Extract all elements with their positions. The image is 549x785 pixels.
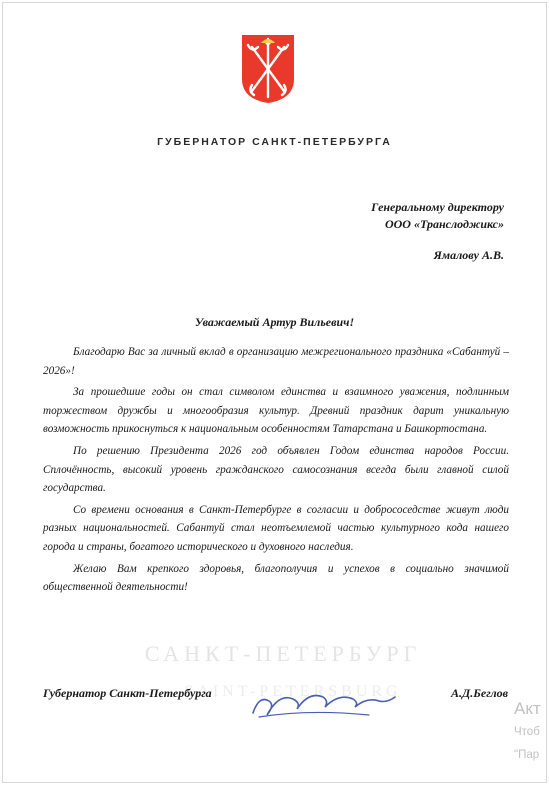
handwritten-signature	[249, 675, 399, 725]
header-title: ГУБЕРНАТОР САНКТ-ПЕТЕРБУРГА	[157, 136, 392, 148]
coat-of-arms-icon	[240, 33, 296, 105]
signature-title: Губернатор Санкт-Петербурга	[43, 686, 212, 700]
paragraph: Желаю Вам крепкого здоровья, благополучия и успехов в социально значимой общественной деятельности!	[43, 562, 509, 594]
windows-activation-overlay	[514, 698, 549, 764]
letter-body	[43, 343, 509, 600]
paragraph: Благодарю Вас за личный вклад в организацию межрегионального праздника «Сабантуй – 2026»!	[43, 346, 509, 377]
paragraph: За прошедшие годы он стал символом единства и взаимного уважения, подлинным торжеством дружбы и многообразия культур. Древний праздник дарит уникальную возможность прикоснуться к национальным особенностям Татарстана и Башкортостана.	[43, 386, 509, 436]
addressee-name: Ямалову А.В.	[433, 248, 504, 262]
paragraph: Со времени основания в Санкт-Петербурге в согласии и добрососедстве живут люди разных национальностей. Сабантуй стал неотъемлемой частью культурного кода нашего города и страны, богатого исторического и духовного наследия.	[43, 503, 509, 553]
signature-name: А.Д.Беглов	[451, 686, 508, 700]
addressee-company: ООО «Транслоджикс»	[384, 217, 504, 231]
activation-title: Акт	[514, 699, 541, 718]
addressee-position: Генеральному директору	[371, 200, 504, 214]
greeting: Уважаемый Артур Вильевич!	[194, 315, 355, 329]
watermark-latin: SAINT-PETERSBURG	[184, 683, 402, 700]
activation-text: Чтоб	[514, 726, 540, 738]
paragraph: По решению Президента 2026 год объявлен Годом единства народов России. Сплочённость, высокий уровень гражданского самосознания всегда были главной силой государства.	[43, 444, 509, 495]
activation-link: "Пар	[514, 749, 540, 761]
addressee-block	[371, 199, 504, 264]
watermark: САНКТ-ПЕТЕРБУРГ	[144, 641, 422, 666]
letter-page	[2, 2, 547, 783]
